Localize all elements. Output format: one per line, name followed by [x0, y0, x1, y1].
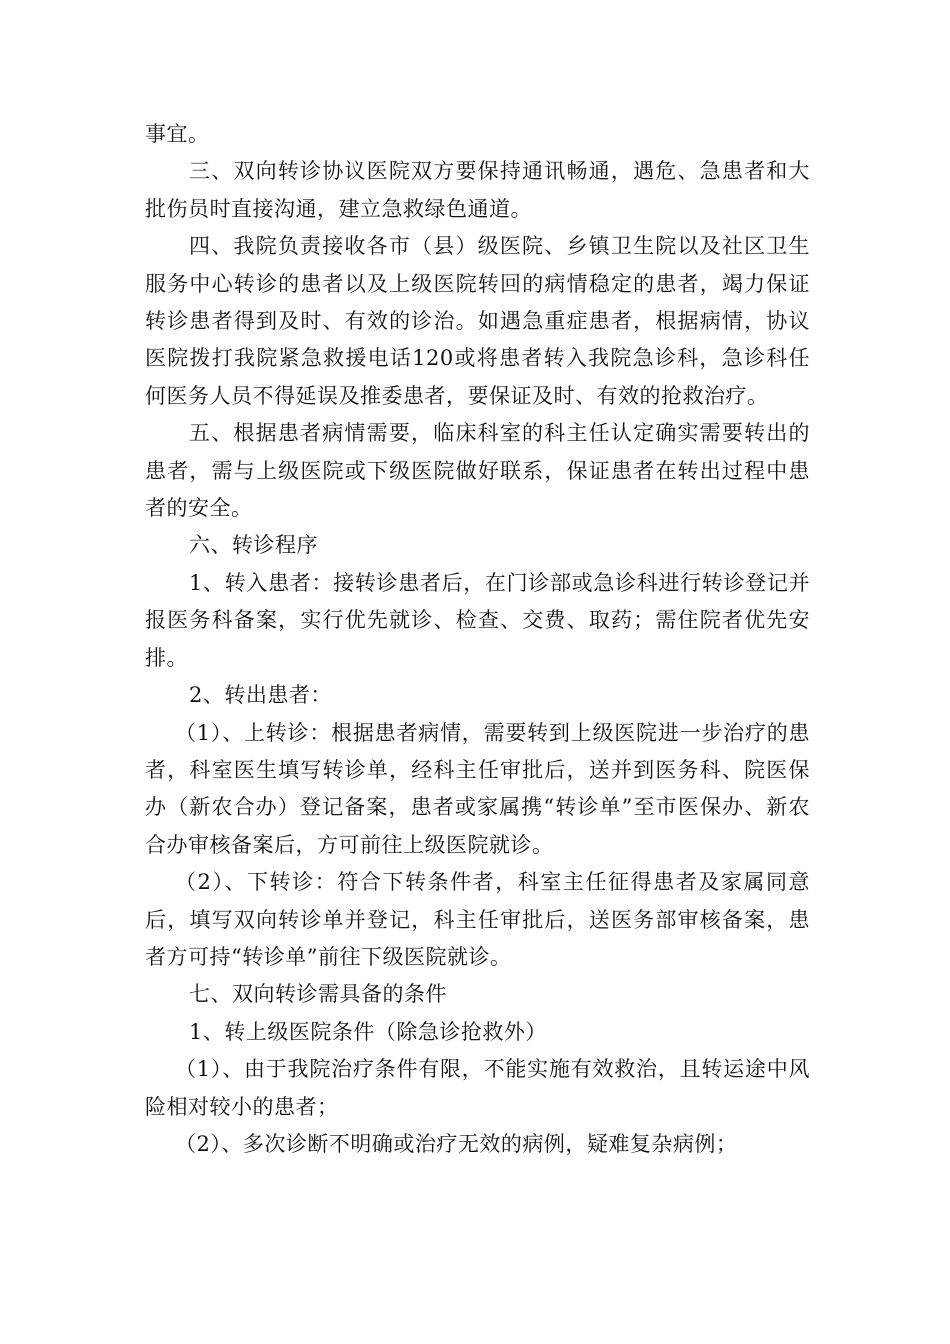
paragraph-condition-2: （2）、多次诊断不明确或治疗无效的病例，疑难复杂病例；	[175, 1131, 738, 1156]
paragraph-upward-transfer: （1）、上转诊：根据患者病情，需要转到上级医院进一步治疗的患者，科室医生填写转诊单，经科主任审批后，送并到医务科、院医保办（新农合办）登记备案，患者或家属携“转诊单”至市医保办、新农合办审核备案后，方可前往上级医院就诊。	[145, 720, 810, 857]
paragraph-section-5: 五、根据患者病情需要，临床科室的科主任认定确实需要转出的患者，需与上级医院或下级医院做好联系，保证患者在转出过程中患者的安全。	[145, 421, 810, 521]
heading-section-7: 七、双向转诊需具备的条件	[189, 982, 447, 1007]
paragraph-transfer-in: 1、转入患者：接转诊患者后，在门诊部或急诊科进行转诊登记并报医务科备案，实行优先就诊、检查、交费、取药；需住院者优先安排。	[145, 570, 810, 670]
paragraph-condition-1: （1）、由于我院治疗条件有限，不能实施有效救治，且转运途中风险相对较小的患者；	[145, 1057, 810, 1119]
paragraph-continuation: 事宜。	[145, 122, 210, 146]
paragraph-transfer-out: 2、转出患者：	[189, 683, 332, 708]
paragraph-downward-transfer: （2）、下转诊：符合下转条件者，科室主任征得患者及家属同意后，填写双向转诊单并登记，科主任审批后，送医务部审核备案，患者方可持“转诊单”前往下级医院就诊。	[145, 870, 810, 969]
paragraph-upper-hospital-conditions: 1、转上级医院条件（除急诊抢救外）	[189, 1019, 547, 1044]
heading-section-6: 六、转诊程序	[189, 533, 318, 558]
document-body	[145, 116, 810, 1163]
paragraph-section-3: 三、双向转诊协议医院双方要保持通讯畅通，遇危、急患者和大批伤员时直接沟通，建立急救绿色通道。	[145, 159, 810, 221]
paragraph-section-4: 四、我院负责接收各市（县）级医院、乡镇卫生院以及社区卫生服务中心转诊的患者以及上级医院转回的病情稳定的患者，竭力保证转诊患者得到及时、有效的诊治。如遇急重症患者，根据病情，协议医院拨打我院紧急救援电话120或将患者转入我院急诊科，急诊科任何医务人员不得延误及推委患者，要保证及时、有效的抢救治疗。	[145, 234, 810, 408]
